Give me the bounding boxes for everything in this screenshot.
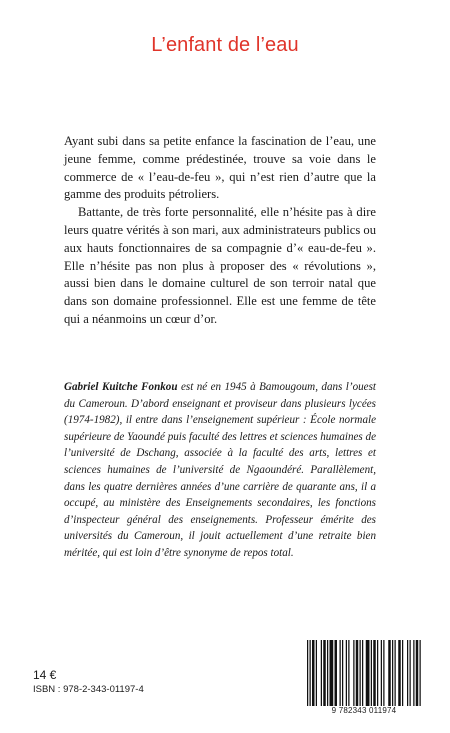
barcode-bar [413,640,414,706]
barcode-bar [342,640,343,706]
barcode-bar [362,640,363,706]
barcode-bar [330,640,334,706]
barcode [304,640,424,708]
barcode-bar [371,640,372,706]
barcode-bar [410,640,411,706]
barcode-bar [321,640,322,706]
author-name: Gabriel Kuitche Fonkou [64,381,178,393]
barcode-bar [402,640,403,706]
barcode-bar [323,640,326,706]
barcode-bar [395,640,396,706]
blurb-paragraph-1: Ayant subi dans sa petite enfance la fascination de l’eau, une jeune femme, comme prédestinée, trouve sa voie dans le commerce de « l’eau-de-feu », qui n’est rien d’autre que la gamme des produits pétroliers. [64,134,376,202]
barcode-bar [346,640,347,706]
back-cover-blurb [64,133,376,329]
barcode-bar [307,640,308,706]
isbn: ISBN : 978-2-343-01197-4 [33,684,144,695]
barcode-bar [377,640,378,706]
barcode-bar [366,640,370,706]
barcode-bar [353,640,354,706]
blurb-paragraph-2: Battante, de très forte personnalité, elle n’hésite pas à dire leurs quatre vérités à son mari, aux administrateurs publics ou aux hauts fonctionnaires de sa compagnie d’« eau-de-feu ». Elle n’hésite pas non plus à proposer des « révolutions », aussi bien dans le domaine culturel de son terroir natal que dans son domaine professionnel. Elle est une femme de tête qui a néanmoins un cœur d’or. [64,205,376,326]
barcode-bars [304,640,424,706]
barcode-bar [340,640,341,706]
barcode-bar [407,640,408,706]
barcode-bar [392,640,393,706]
barcode-bar [381,640,382,706]
barcode-bar [398,640,401,706]
book-title: L’enfant de l’eau [151,34,299,56]
barcode-bar [316,640,317,706]
barcode-bar [335,640,338,706]
barcode-bar [360,640,361,706]
barcode-bar [373,640,376,706]
barcode-bar [383,640,384,706]
barcode-bar [420,640,421,706]
barcode-number: 9 782343 011974 [331,706,397,715]
barcode-bar [356,640,359,706]
barcode-bar [348,640,349,706]
author-bio-text: est né en 1945 à Bamougoum, dans l’ouest du Cameroun. D’abord enseignant et proviseur dans plusieurs lycées (1974-1982), il entre dans l’enseignement supérieur : École normale supérieure de Yaoundé puis faculté des lettres et sciences humaines de l’université de Dschang, associée à la faculté des arts, lettres et sciences humaines de l’université de Ngaoundéré. Parallèlement, dans les quatre dernières années d’une carrière de quarante ans, il a occupé, au ministère des Enseignements secondaires, les fonctions d’inspecteur général des enseignements. Professeur émérite des universités du Cameroun, il jouit actuellement d’une retraite bien méritée, qui est loin d’être synonyme de repos total. [64,381,376,559]
price: 14 € [33,668,57,682]
author-biography [64,379,376,562]
barcode-bar [327,640,328,706]
barcode-bar [388,640,391,706]
barcode-bar [312,640,315,706]
barcode-bar [310,640,311,706]
barcode-bar [416,640,419,706]
